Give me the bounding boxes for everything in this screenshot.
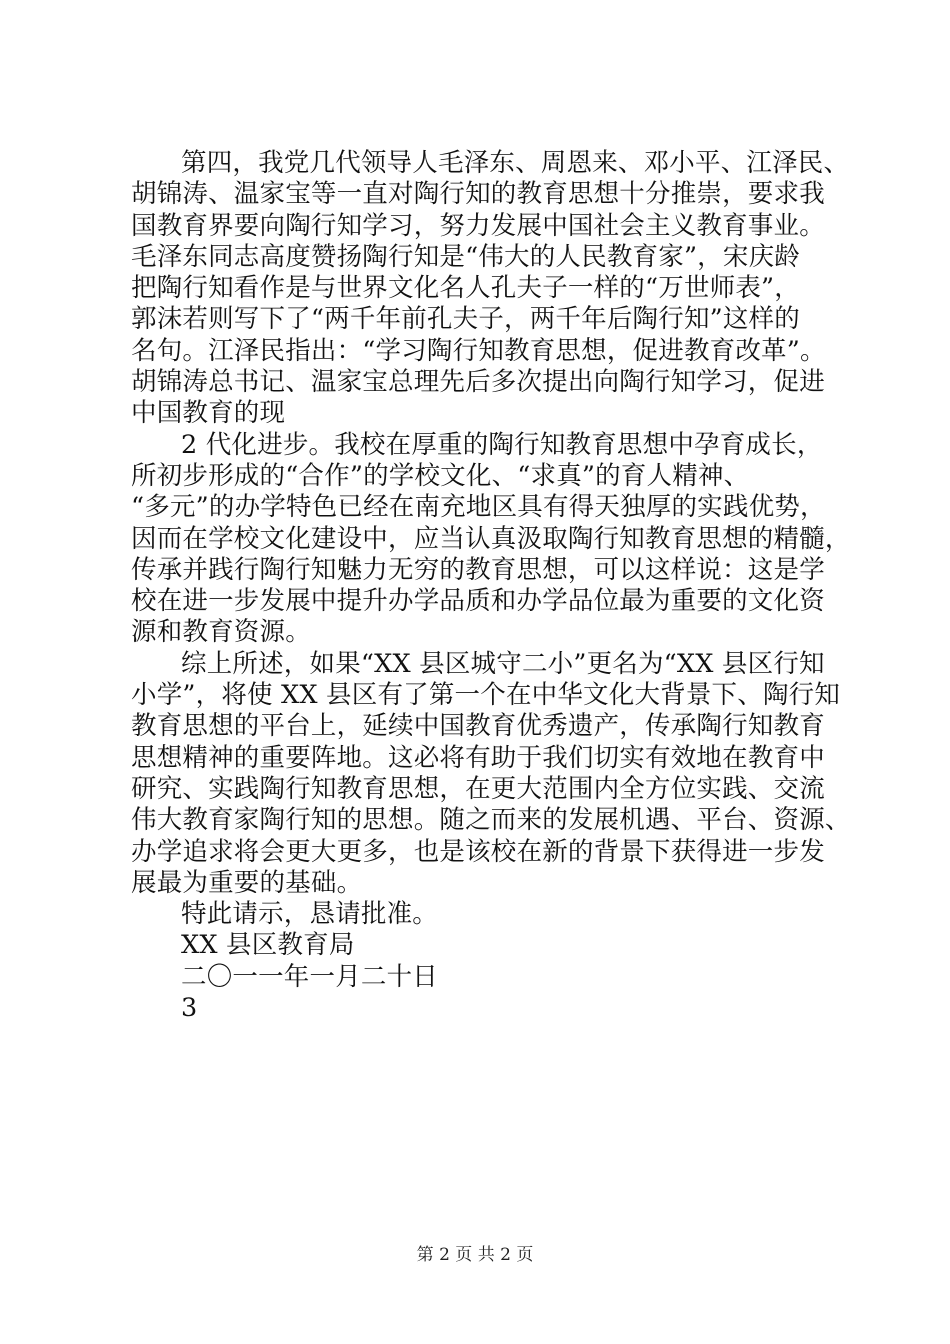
text-line: 展最为重要的基础。 bbox=[131, 867, 363, 898]
text-line: 名句。江泽民指出：“学习陶行知教育思想，促进教育改革”。 bbox=[131, 335, 826, 366]
page-footer: 第 2 页 共 2 页 bbox=[416, 1245, 534, 1265]
text-line: 源和教育资源。 bbox=[131, 617, 311, 648]
text-line: 中国教育的现 bbox=[131, 398, 286, 429]
text-line: 郭沫若则写下了“两千年前孔夫子，两千年后陶行知”这样的 bbox=[131, 304, 800, 335]
text-line: 2 代化进步。我校在厚重的陶行知教育思想中孕育成长， bbox=[181, 429, 823, 460]
signature-date: 二〇一一年一月二十日 bbox=[181, 961, 439, 992]
page-number-marker: 3 bbox=[181, 993, 198, 1024]
text-line: 国教育界要向陶行知学习，努力发展中国社会主义教育事业。 bbox=[131, 210, 825, 241]
text-line: 因而在学校文化建设中，应当认真汲取陶行知教育思想的精髓， bbox=[131, 523, 851, 554]
text-line: 小学”，将使 XX 县区有了第一个在中华文化大背景下、陶行知 bbox=[131, 680, 841, 711]
text-line: 毛泽东同志高度赞扬陶行知是“伟大的人民教育家”，宋庆龄 bbox=[131, 241, 800, 272]
text-line: 把陶行知看作是与世界文化名人孔夫子一样的“万世师表”， bbox=[131, 273, 800, 304]
text-line: 传承并践行陶行知魅力无穷的教育思想，可以这样说：这是学 bbox=[131, 554, 825, 585]
text-line: 校在进一步发展中提升办学品质和办学品位最为重要的文化资 bbox=[131, 586, 825, 617]
text-line: 研究、实践陶行知教育思想，在更大范围内全方位实践、交流 bbox=[131, 773, 825, 804]
text-line: 第四，我党几代领导人毛泽东、周恩来、邓小平、江泽民、 bbox=[181, 148, 850, 178]
document-body bbox=[131, 148, 851, 1024]
closing-request: 特此请示，恳请批准。 bbox=[181, 899, 439, 930]
text-line: 思想精神的重要阵地。这必将有助于我们切实有效地在教育中 bbox=[131, 742, 825, 773]
text-line: 胡锦涛、温家宝等一直对陶行知的教育思想十分推崇，要求我 bbox=[131, 179, 825, 210]
text-line: 所初步形成的“合作”的学校文化、“求真”的育人精神、 bbox=[131, 460, 750, 491]
text-line: 伟大教育家陶行知的思想。随之而来的发展机遇、平台、资源、 bbox=[131, 805, 851, 836]
text-line: 教育思想的平台上，延续中国教育优秀遗产，传承陶行知教育 bbox=[131, 711, 825, 742]
signature-organization: XX 县区教育局 bbox=[181, 930, 355, 961]
text-line: 胡锦涛总书记、温家宝总理先后多次提出向陶行知学习，促进 bbox=[131, 367, 825, 398]
text-line: 办学追求将会更大更多，也是该校在新的背景下获得进一步发 bbox=[131, 836, 825, 867]
text-line: 综上所述，如果“XX 县区城守二小”更名为“XX 县区行知 bbox=[181, 648, 825, 679]
text-line: “多元”的办学特色已经在南充地区具有得天独厚的实践优势， bbox=[131, 492, 826, 523]
